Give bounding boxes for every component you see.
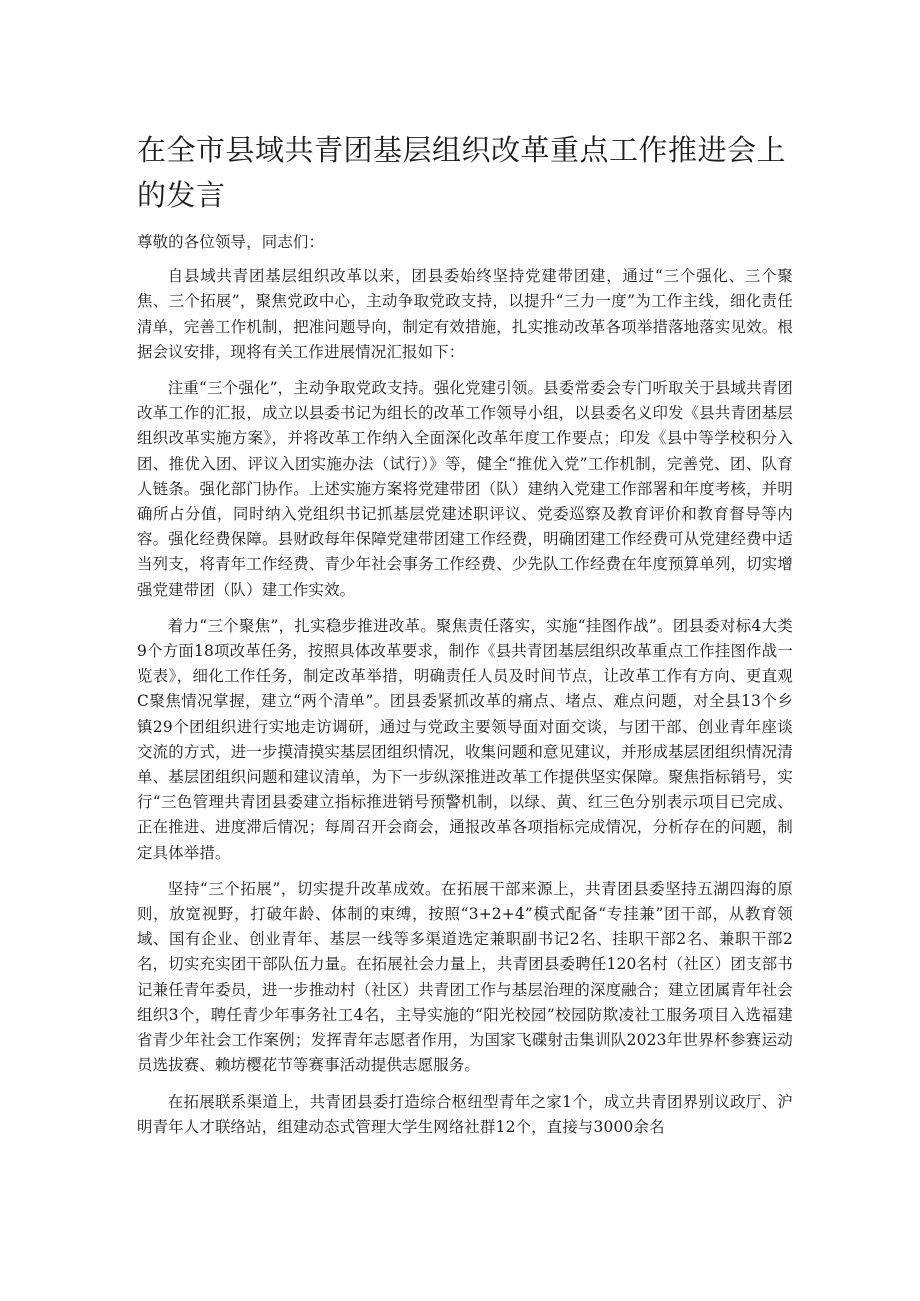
paragraph-three-expand: 坚持“三个拓展”，切实提升改革成效。在拓展干部来源上，共青团县委坚持五湖四海的原则，放宽视野，打破年龄、体制的束缚，按照“3+2+4”模式配备“专挂兼”团干部，从教育领域、国有企业、创业青年、基层一线等多渠道选定兼职副书记2名、挂职干部2名、兼职干部2名，切实充实团干部队伍力量。在拓展社会力量上，共青团县委聘任120名村（社区）团支部书记兼任青年委员，进一步推动村（社区）共青团工作与基层治理的深度融合；建立团属青年社会组织3个，聘任青少年事务社工4名，主导实施的“阳光校园”校园防欺凌社工服务项目入选福建省青少年社会工作案例；发挥青年志愿者作用，为国家飞碟射击集训队2023年世界杯参赛运动员选拔赛、赖坊樱花节等赛事活动提供志愿服务。 bbox=[137, 879, 793, 1075]
paragraph-contact-channels: 在拓展联系渠道上，共青团县委打造综合枢纽型青年之家1个，成立共青团界别议政厅、沪明青年人才联络站，组建动态式管理大学生网络社群12个，直接与3000余名 bbox=[137, 1092, 793, 1136]
document-body bbox=[137, 230, 793, 1151]
document-title: 在全市县域共青团基层组织改革重点工作推进会上的发言 bbox=[137, 133, 787, 212]
salutation: 尊敬的各位领导，同志们： bbox=[137, 233, 325, 251]
paragraph-intro: 自县域共青团基层组织改革以来，团县委始终坚持党建带团建，通过“三个强化、三个聚焦、三个拓展”，聚焦党政中心，主动争取党政支持，以提升“三力一度”为工作主线，细化责任清单，完善工作机制，把准问题导向，制定有效措施，扎实推动改革各项举措落地落实见效。根据会议安排，现将有关工作进展情况汇报如下： bbox=[137, 267, 793, 361]
paragraph-three-focus: 着力“三个聚焦”，扎实稳步推进改革。聚焦责任落实，实施“挂图作战”。团县委对标4大类9个方面18项改革任务，按照具体改革要求，制作《县共青团基层组织改革重点工作挂图作战一览表》，细化工作任务，制定改革举措，明确责任人员及时间节点，让改革工作有方向、更直观C聚焦情况掌握，建立“两个清单”。团县委紧抓改革的痛点、堵点、难点问题，对全县13个乡镇29个团组织进行实地走访调研，通过与党政主要领导面对面交谈，与团干部、创业青年座谈交流的方式，进一步摸清摸实基层团组织情况，收集问题和意见建议，并形成基层团组织情况清单、基层团组织问题和建议清单，为下一步纵深推进改革工作提供坚实保障。聚焦指标销号，实行“三色管理共青团县委建立指标推进销号预警机制，以绿、黄、红三色分别表示项目已完成、正在推进、进度滞后情况；每周召开会商会，通报改革各项指标完成情况，分析存在的问题，制定具体举措。 bbox=[137, 616, 793, 862]
paragraph-three-strengthen: 注重“三个强化”，主动争取党政支持。强化党建引领。县委常委会专门听取关于县域共青团改革工作的汇报，成立以县委书记为组长的改革工作领导小组，以县委名义印发《县共青团基层组织改革实施方案》，并将改革工作纳入全面深化改革年度工作要点；印发《县中等学校积分入团、推优入团、评议入团实施办法（试行）》等，健全“推优入党”工作机制，完善党、团、队育人链条。强化部门协作。上述实施方案将党建带团（队）建纳入党建工作部署和年度考核，并明确所占分值，同时纳入党组织书记抓基层党建述职评议、党委巡察及教育评价和教育督导等内容。强化经费保障。县财政每年保障党建带团建工作经费，明确团建工作经费可从党建经费中适当列支，将青年工作经费、青少年社会事务工作经费、少先队工作经费在年度预算单列，切实增强党建带团（队）建工作实效。 bbox=[137, 379, 793, 599]
